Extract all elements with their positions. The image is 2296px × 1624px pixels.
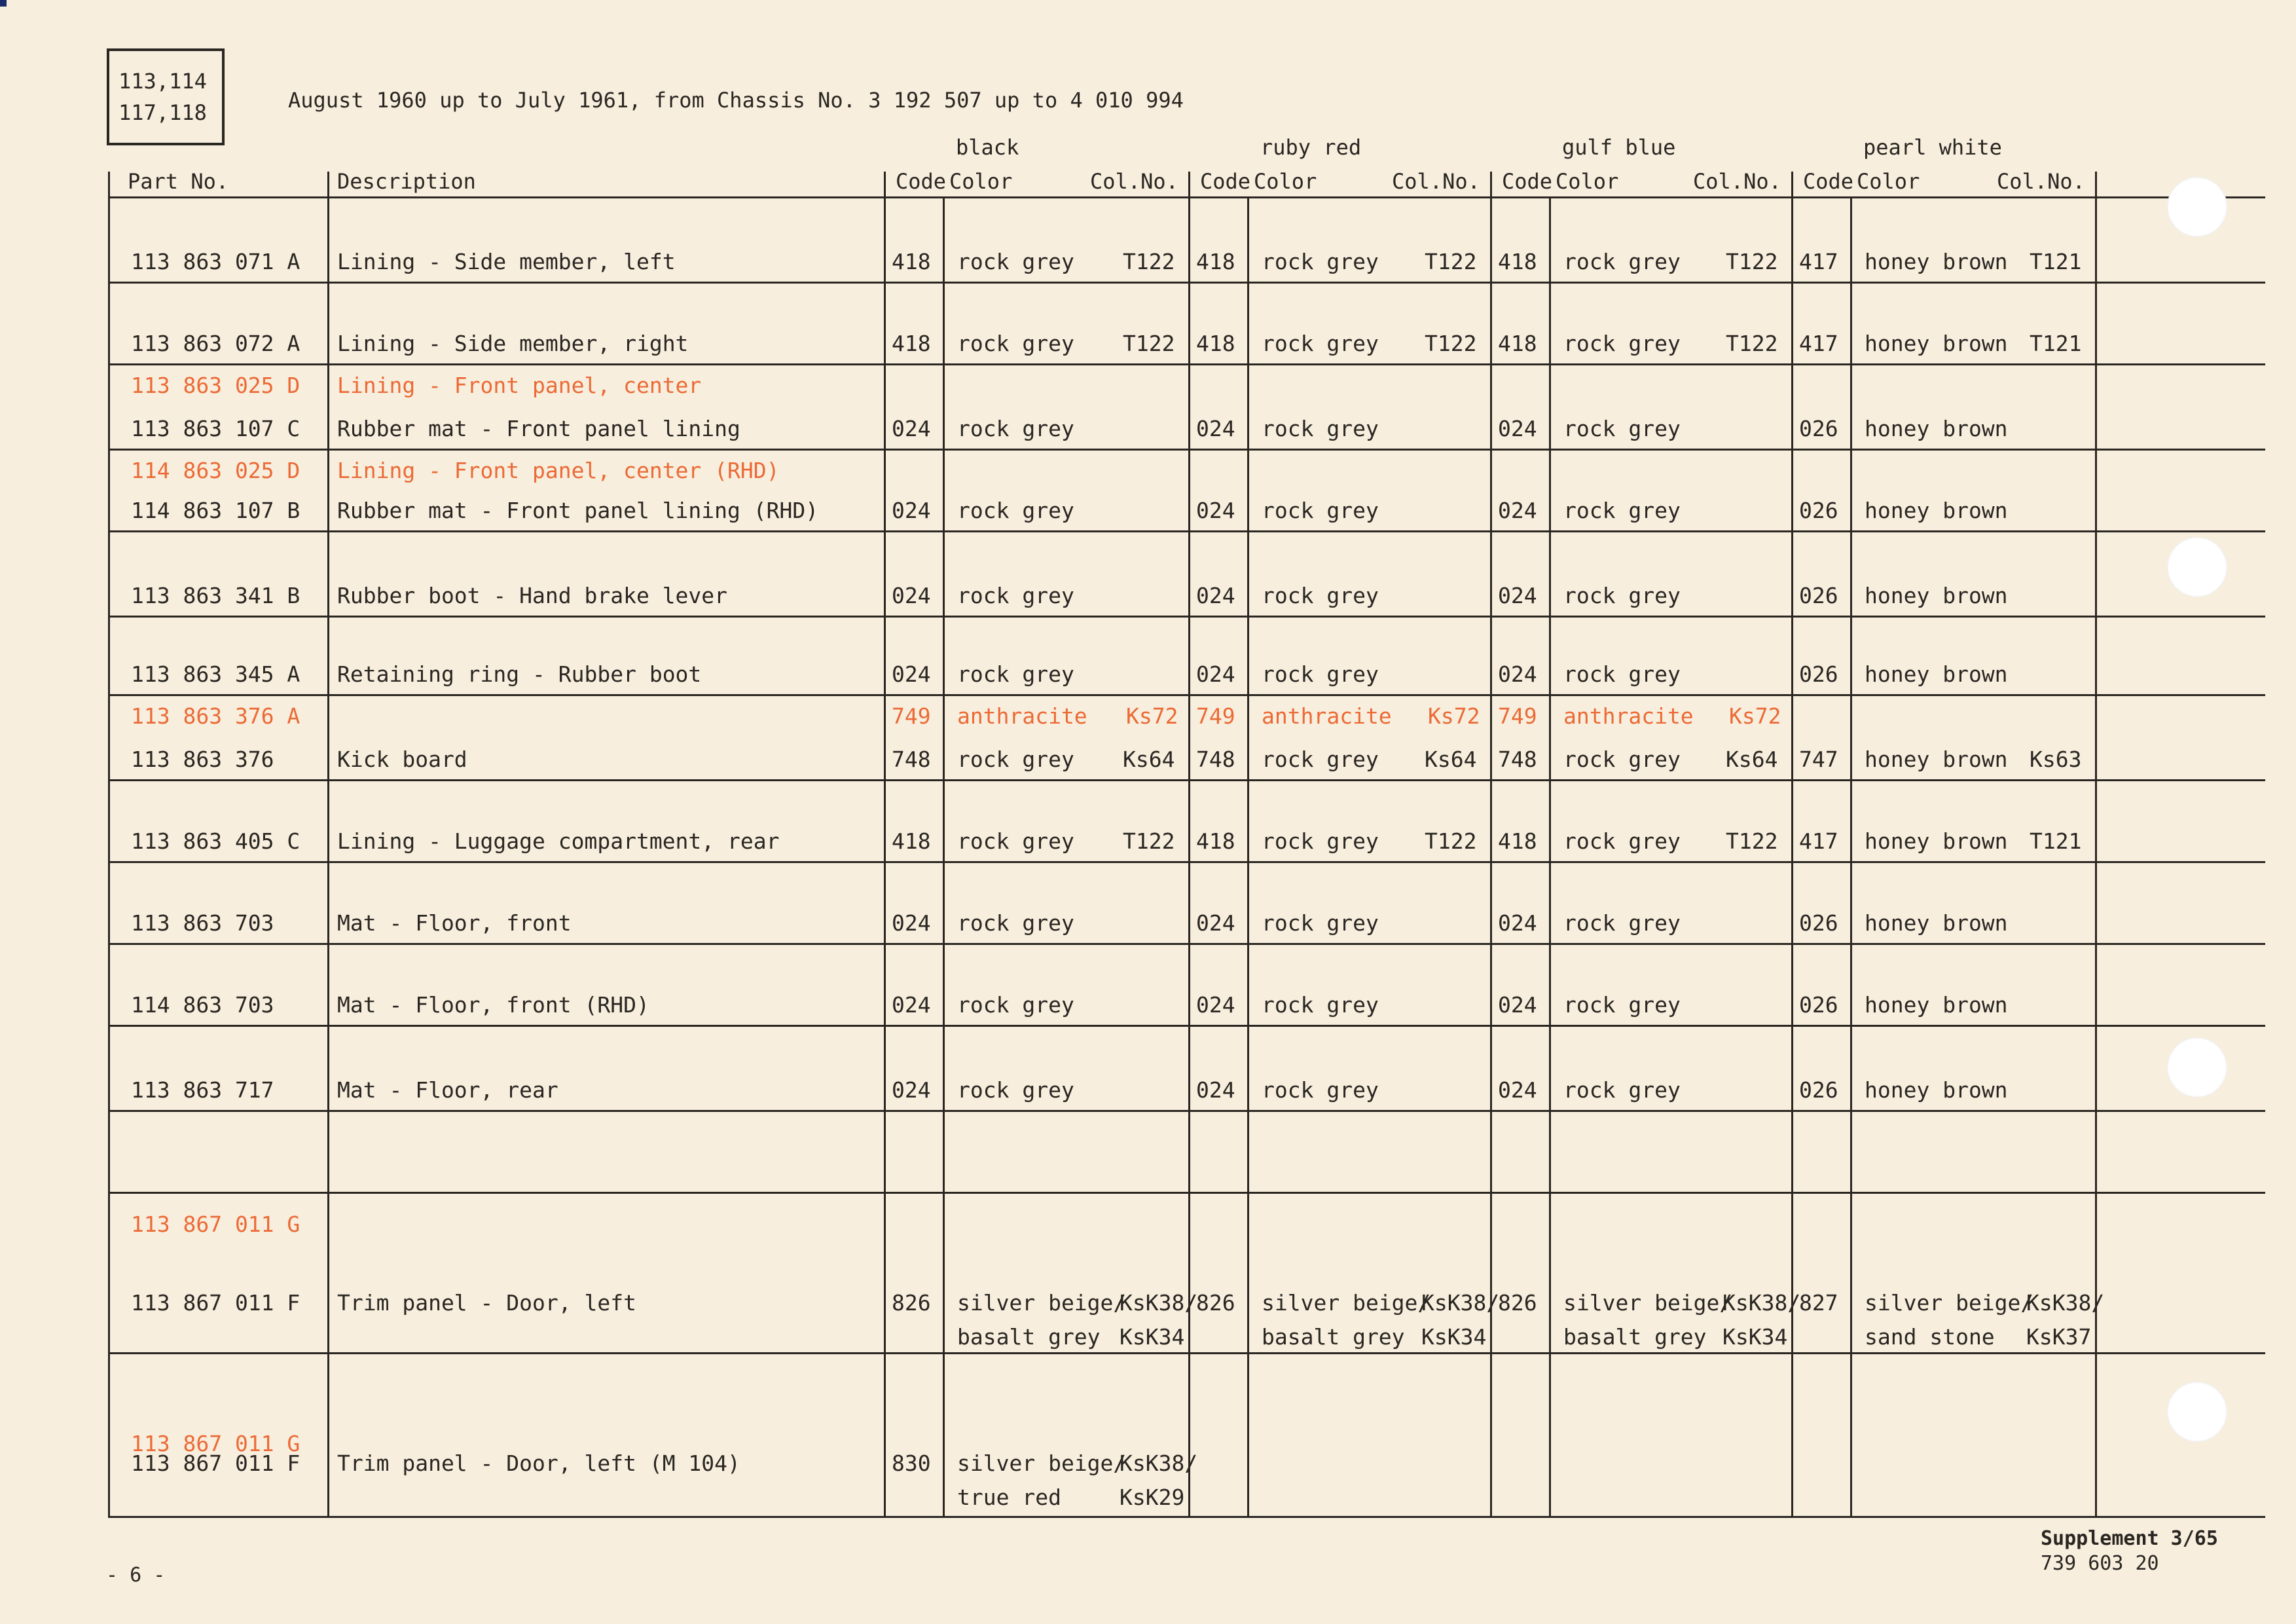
row-rule [108,1025,2265,1027]
code: 026 [1799,992,1838,1018]
col-no: T122 [1726,828,1778,854]
color: rock grey [1262,828,1379,854]
col-no: T122 [1726,331,1778,356]
code: 024 [1498,661,1537,687]
part-number: 113 863 345 A [131,661,301,687]
row-rule [108,282,2265,284]
code: 417 [1799,249,1838,274]
code: 417 [1799,331,1838,356]
col-no: KsK38/ [1722,1290,1801,1316]
superseding-description: Lining - Front panel, center (RHD) [337,458,780,483]
code: 026 [1799,910,1838,936]
code: 826 [1196,1290,1235,1316]
color: rock grey [957,249,1074,274]
superseding-col-no: Ks72 [1126,703,1178,729]
column-header-color: Color [1556,169,1619,194]
col-no: T122 [1726,249,1778,274]
col-no: KsK38/ [1421,1290,1500,1316]
row-rule [108,616,2265,618]
col-no: T122 [1123,828,1175,854]
color: rock grey [1262,249,1379,274]
color-line-2: basalt grey [957,1324,1101,1350]
code: 026 [1799,661,1838,687]
group-header-3: pearl white [1863,135,2002,160]
part-number: 114 863 107 B [131,498,301,523]
code: 748 [1498,747,1537,772]
color: silver beige/ [957,1290,1127,1316]
col-no: KsK38/ [1120,1450,1198,1476]
row-rule [108,1110,2265,1112]
column-rule [1549,196,1551,1516]
color: honey brown [1865,331,2008,356]
column-header-color: Color [1857,169,1920,194]
superseding-col-no: Ks72 [1729,703,1781,729]
row-rule [108,1192,2265,1194]
column-header-code: Code [896,169,947,194]
col-no: KsK38/ [1120,1290,1198,1316]
code: 417 [1799,828,1838,854]
color: silver beige/ [957,1450,1127,1476]
description: Trim panel - Door, left (M 104) [337,1450,740,1476]
color: silver beige/ [1865,1290,2034,1316]
column-header-col-no: Col.No. [1997,169,2085,194]
column-rule [108,172,110,1516]
code: 024 [1196,910,1235,936]
col-no-line-2: KsK34 [1421,1324,1487,1350]
color: rock grey [1262,331,1379,356]
row-rule [108,1516,2265,1518]
part-number: 113 867 011 F [131,1450,301,1476]
col-no: Ks63 [2030,747,2082,772]
description: Mat - Floor, front [337,910,572,936]
color: honey brown [1865,416,2008,441]
column-header-description: Description [337,169,476,194]
binder-hole-3 [2167,1037,2227,1098]
color: rock grey [1563,992,1681,1018]
col-no: T122 [1123,331,1175,356]
color: rock grey [957,661,1074,687]
col-no: Ks64 [1123,747,1175,772]
description: Retaining ring - Rubber boot [337,661,702,687]
col-no: T122 [1425,828,1477,854]
part-number: 113 863 107 C [131,416,301,441]
part-number: 113 863 341 B [131,583,301,608]
model-line-2: 117,118 [118,100,207,125]
code: 747 [1799,747,1838,772]
code: 418 [892,331,931,356]
superseding-code: 749 [1196,703,1235,729]
part-number: 113 863 717 [131,1077,274,1103]
color: rock grey [1262,992,1379,1018]
col-no: Ks64 [1726,747,1778,772]
column-header-code: Code [1502,169,1553,194]
description: Lining - Side member, right [337,331,689,356]
column-rule [943,196,945,1516]
color: honey brown [1865,992,2008,1018]
col-no: T121 [2030,331,2082,356]
column-header-part-no: Part No. [128,169,229,194]
superseding-color: anthracite [957,703,1087,729]
col-no-line-2: KsK37 [2026,1324,2092,1350]
color: rock grey [1563,249,1681,274]
group-header-2: gulf blue [1562,135,1676,160]
color: silver beige/ [1262,1290,1431,1316]
code: 024 [1498,910,1537,936]
color: rock grey [1262,747,1379,772]
code: 026 [1799,1077,1838,1103]
code: 024 [892,661,931,687]
description: Rubber boot - Hand brake lever [337,583,728,608]
column-header-col-no: Col.No. [1090,169,1178,194]
color: rock grey [957,583,1074,608]
superseding-color: anthracite [1262,703,1392,729]
row-rule [108,196,2265,198]
color: honey brown [1865,1077,2008,1103]
code: 418 [1498,331,1537,356]
color: rock grey [1563,498,1681,523]
description: Kick board [337,747,467,772]
part-number: 113 867 011 F [131,1290,301,1316]
color: rock grey [1262,498,1379,523]
color: silver beige/ [1563,1290,1733,1316]
color: rock grey [1563,416,1681,441]
code: 026 [1799,498,1838,523]
superseding-part-number: 113 863 025 D [131,373,301,398]
part-number: 113 863 376 [131,747,274,772]
code: 024 [1196,416,1235,441]
color: rock grey [957,992,1074,1018]
code: 748 [1196,747,1235,772]
column-rule [884,172,886,1516]
row-rule [108,530,2265,532]
color: rock grey [957,747,1074,772]
row-rule [108,694,2265,696]
description: Trim panel - Door, left [337,1290,636,1316]
column-header-color: Color [949,169,1013,194]
description: Lining - Side member, left [337,249,676,274]
column-header-col-no: Col.No. [1392,169,1480,194]
code: 024 [892,416,931,441]
column-rule [327,172,329,1516]
code: 748 [892,747,931,772]
color: rock grey [1563,661,1681,687]
superseding-part-number: 113 867 011 G [131,1211,301,1237]
description: Mat - Floor, rear [337,1077,558,1103]
part-number: 114 863 703 [131,992,274,1018]
code: 418 [1498,828,1537,854]
color-line-2: sand stone [1865,1324,1995,1350]
row-rule [108,449,2265,451]
part-number: 113 863 071 A [131,249,301,274]
color: rock grey [1563,331,1681,356]
superseding-code: 749 [892,703,931,729]
description: Rubber mat - Front panel lining [337,416,740,441]
color: honey brown [1865,910,2008,936]
description: Mat - Floor, front (RHD) [337,992,649,1018]
code: 024 [892,1077,931,1103]
binder-hole-4 [2167,1382,2227,1442]
color-line-2: true red [957,1485,1061,1510]
color: rock grey [1563,583,1681,608]
col-no-line-2: KsK34 [1722,1324,1788,1350]
page-number: - 6 - [106,1564,166,1587]
code: 418 [1196,828,1235,854]
part-number: 113 863 405 C [131,828,301,854]
color: honey brown [1865,747,2008,772]
code: 418 [1196,331,1235,356]
row-rule [108,861,2265,863]
col-no: T122 [1425,331,1477,356]
col-no: Ks64 [1425,747,1477,772]
code: 024 [1498,583,1537,608]
code: 024 [1196,661,1235,687]
row-rule [108,779,2265,781]
code: 024 [1196,498,1235,523]
code: 024 [1498,992,1537,1018]
col-no-line-2: KsK29 [1120,1485,1185,1510]
description: Lining - Luggage compartment, rear [337,828,780,854]
code: 418 [1498,249,1537,274]
color: rock grey [1563,747,1681,772]
col-no: T122 [1123,249,1175,274]
code: 024 [1196,992,1235,1018]
validity-header: August 1960 up to July 1961, from Chassis No. 3 192 507 up to 4 010 994 [288,88,1184,113]
color: rock grey [957,331,1074,356]
color: honey brown [1865,661,2008,687]
binder-hole-2 [2167,537,2227,597]
code: 418 [1196,249,1235,274]
color: rock grey [957,498,1074,523]
code: 024 [1196,1077,1235,1103]
color: rock grey [1262,661,1379,687]
superseding-part-number: 113 867 011 G [131,1431,301,1456]
group-header-1: ruby red [1260,135,1362,160]
superseding-part-number: 114 863 025 D [131,458,301,483]
col-no-line-2: KsK34 [1120,1324,1185,1350]
superseding-color: anthracite [1563,703,1694,729]
code: 827 [1799,1290,1838,1316]
part-number: 113 863 703 [131,910,274,936]
color: rock grey [1262,416,1379,441]
column-header-col-no: Col.No. [1693,169,1781,194]
color: rock grey [1262,1077,1379,1103]
supplement-label: Supplement 3/65 [2041,1527,2218,1550]
color: rock grey [957,910,1074,936]
row-rule [108,363,2265,365]
code: 826 [892,1290,931,1316]
color: rock grey [957,828,1074,854]
code: 830 [892,1450,931,1476]
color: rock grey [957,416,1074,441]
description: Rubber mat - Front panel lining (RHD) [337,498,819,523]
color: honey brown [1865,498,2008,523]
part-number: 113 863 072 A [131,331,301,356]
color: rock grey [1262,910,1379,936]
group-header-0: black [956,135,1019,160]
color-line-2: basalt grey [1262,1324,1405,1350]
column-rule [1850,196,1852,1516]
code: 024 [1498,498,1537,523]
binder-hole-1 [2167,177,2227,237]
color: rock grey [1563,910,1681,936]
color: honey brown [1865,583,2008,608]
color: rock grey [1563,1077,1681,1103]
row-rule [108,1352,2265,1354]
color: rock grey [957,1077,1074,1103]
color: honey brown [1865,249,2008,274]
color: rock grey [1563,828,1681,854]
col-no: T121 [2030,249,2082,274]
code: 024 [892,498,931,523]
code: 026 [1799,583,1838,608]
col-no: KsK38/ [2026,1290,2105,1316]
color: honey brown [1865,828,2008,854]
code: 418 [892,828,931,854]
superseding-col-no: Ks72 [1428,703,1480,729]
color-line-2: basalt grey [1563,1324,1707,1350]
column-header-color: Color [1254,169,1317,194]
superseding-code: 749 [1498,703,1537,729]
document-number: 739 603 20 [2041,1552,2159,1575]
color: rock grey [1262,583,1379,608]
code: 024 [892,992,931,1018]
code: 026 [1799,416,1838,441]
column-rule [1247,196,1249,1516]
superseding-part-number: 113 863 376 A [131,703,301,729]
column-header-code: Code [1803,169,1854,194]
col-no: T122 [1425,249,1477,274]
column-header-code: Code [1200,169,1251,194]
code: 826 [1498,1290,1537,1316]
superseding-description: Lining - Front panel, center [337,373,702,398]
col-no: T121 [2030,828,2082,854]
code: 418 [892,249,931,274]
code: 024 [1498,416,1537,441]
code: 024 [892,583,931,608]
code: 024 [892,910,931,936]
code: 024 [1498,1077,1537,1103]
code: 024 [1196,583,1235,608]
model-line-1: 113,114 [118,69,207,94]
row-rule [108,943,2265,945]
